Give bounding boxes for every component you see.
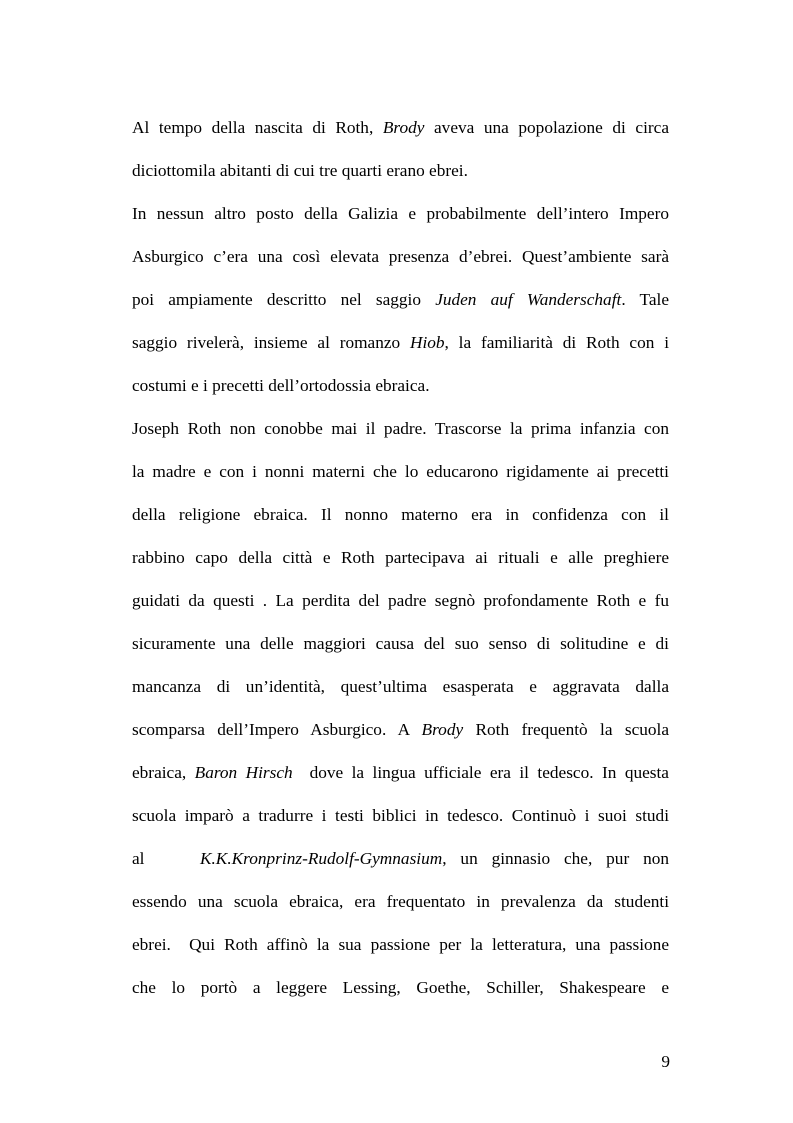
text-segment: guidati da questi . La perdita del padre segnò profondamente Roth e fu — [132, 591, 669, 610]
text-line — [132, 407, 669, 450]
text-line — [132, 321, 669, 364]
text-segment: ebrei. Qui Roth affinò la sua passione per la letteratura, una passione — [132, 935, 669, 954]
text-line — [132, 837, 669, 880]
text-segment: essendo una scuola ebraica, era frequentato in prevalenza da studenti — [132, 892, 669, 911]
text-segment: Joseph Roth non conobbe mai il padre. Trascorse la prima infanzia con — [132, 419, 669, 438]
text-line — [132, 450, 669, 493]
text-segment: che lo portò a leggere Lessing, Goethe, Schiller, Shakespeare e — [132, 978, 669, 997]
text-segment: Asburgico c’era una così elevata presenza d’ebrei. Quest’ambiente sarà — [132, 247, 669, 266]
italic-term: Brody — [421, 720, 464, 739]
text-segment: dove la lingua ufficiale era il tedesco. In questa — [292, 763, 669, 782]
text-segment: In nessun altro posto della Galizia e probabilmente dell’intero Impero — [132, 204, 669, 223]
text-line — [132, 493, 669, 536]
text-line — [132, 235, 669, 278]
italic-term: Hiob — [409, 333, 445, 352]
italic-term: K.K.Kronprinz-Rudolf-Gymnasium — [199, 849, 443, 868]
text-segment: scuola imparò a tradurre i testi biblici in tedesco. Continuò i suoi studi — [132, 806, 669, 825]
text-segment: , un ginnasio che, pur non — [442, 849, 669, 868]
text-segment: rabbino capo della città e Roth partecipava ai rituali e alle preghiere — [132, 548, 669, 567]
text-line — [132, 364, 669, 407]
text-segment: scomparsa dell’Impero Asburgico. A — [132, 720, 422, 739]
text-line — [132, 278, 669, 321]
text-segment: mancanza di un’identità, quest’ultima esasperata e aggravata dalla — [132, 677, 669, 696]
text-line — [132, 966, 669, 1009]
text-line — [132, 192, 669, 235]
document-body — [132, 106, 669, 1009]
text-line — [132, 665, 669, 708]
text-segment: Al tempo della nascita di Roth, — [132, 118, 383, 137]
italic-term: Baron Hirsch — [194, 763, 293, 782]
text-line — [132, 579, 669, 622]
text-segment: diciottomila abitanti di cui tre quarti erano ebrei. — [132, 161, 468, 180]
text-segment: aveva una popolazione di circa — [424, 118, 669, 137]
text-line — [132, 149, 669, 192]
text-segment: poi ampiamente descritto nel saggio — [132, 290, 436, 309]
italic-term: Juden auf Wanderschaft — [435, 290, 622, 309]
text-segment: costumi e i precetti dell’ortodossia ebraica. — [132, 376, 430, 395]
text-segment: saggio rivelerà, insieme al romanzo — [132, 333, 410, 352]
text-line — [132, 880, 669, 923]
text-line — [132, 794, 669, 837]
text-segment: sicuramente una delle maggiori causa del suo senso di solitudine e di — [132, 634, 669, 653]
text-segment: , la familiarità di Roth con i — [444, 333, 669, 352]
text-line — [132, 751, 669, 794]
text-segment: . Tale — [621, 290, 669, 309]
text-segment: la madre e con i nonni materni che lo educarono rigidamente ai precetti — [132, 462, 669, 481]
text-line — [132, 106, 669, 149]
text-line — [132, 622, 669, 665]
page-number: 9 — [661, 1052, 670, 1071]
text-segment: della religione ebraica. Il nonno materno era in confidenza con il — [132, 505, 669, 524]
text-segment: al — [132, 849, 200, 868]
text-line — [132, 923, 669, 966]
text-segment: ebraica, — [132, 763, 195, 782]
text-line — [132, 536, 669, 579]
italic-term: Brody — [382, 118, 425, 137]
text-line — [132, 708, 669, 751]
text-segment: Roth frequentò la scuola — [463, 720, 669, 739]
